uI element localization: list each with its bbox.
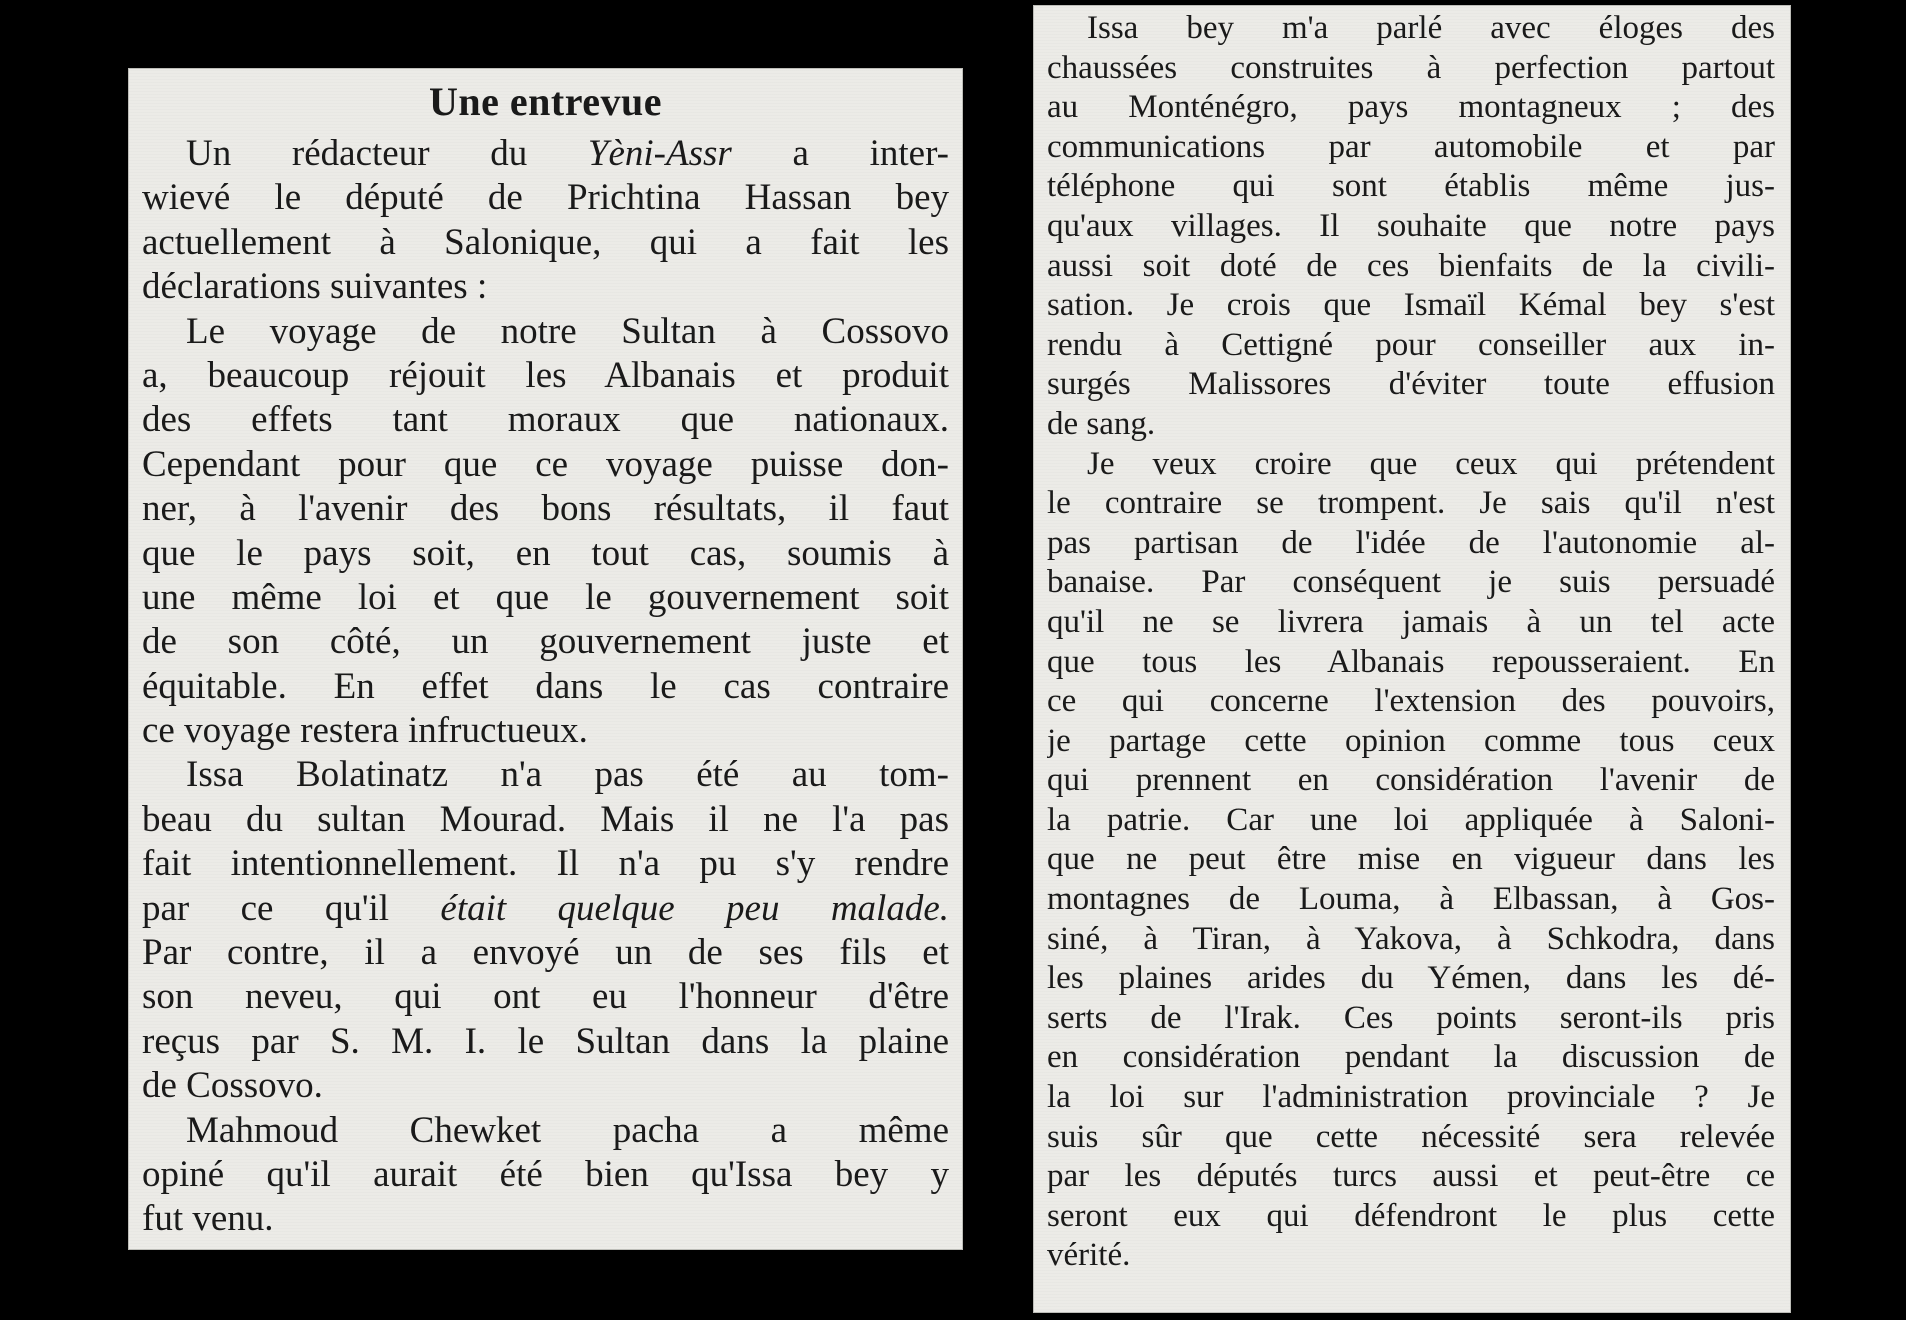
left_clipping-text-line bbox=[142, 887, 949, 931]
left_clipping-text-line: Par contre, il a envoyé un de ses fils et bbox=[142, 932, 949, 974]
right_clipping-text-line: communications par automobile et par bbox=[1047, 128, 1775, 165]
right_clipping-text-line: chaussées construites à perfection partout bbox=[1047, 49, 1775, 86]
left_clipping-text-line bbox=[142, 132, 949, 176]
right_clipping-text-line: qu'il ne se livrera jamais à un tel acte bbox=[1047, 603, 1775, 640]
left_clipping-text-line: fut venu. bbox=[142, 1198, 274, 1240]
right_clipping-text-line: au Monténégro, pays montagneux ; des bbox=[1047, 89, 1775, 126]
text-segment: a inter- bbox=[731, 133, 949, 174]
right_clipping-text-line: montagnes de Louma, à Elbassan, à Gos- bbox=[1047, 881, 1775, 918]
right_clipping-text-line: la loi sur l'administration provinciale ? Je bbox=[1047, 1079, 1775, 1116]
left_clipping-text-line: équitable. En effet dans le cas contraire bbox=[142, 665, 949, 707]
left_clipping-text-line: beau du sultan Mourad. Mais il ne l'a pas bbox=[142, 798, 949, 840]
right_clipping-text-line: pas partisan de l'idée de l'autonomie al- bbox=[1047, 524, 1775, 561]
left_clipping-text-line: Le voyage de notre Sultan à Cossovo bbox=[186, 310, 949, 352]
italic-text-segment: était quelque peu malade. bbox=[440, 887, 949, 929]
right_clipping-text-line: suis sûr que cette nécessité sera relevée bbox=[1047, 1118, 1775, 1155]
right_clipping-text-line: seront eux qui défendront le plus cette bbox=[1047, 1197, 1775, 1234]
right-article-body bbox=[1047, 9, 1775, 1276]
right_clipping-text-line: ce qui concerne l'extension des pouvoirs, bbox=[1047, 683, 1775, 720]
right_clipping-text-line: qu'aux villages. Il souhaite que notre pays bbox=[1047, 207, 1775, 244]
right_clipping-text-line: sation. Je crois que Ismaïl Kémal bey s'est bbox=[1047, 287, 1775, 324]
left_clipping-text-line: son neveu, qui ont eu l'honneur d'être bbox=[142, 976, 949, 1018]
right_clipping-text-line: siné, à Tiran, à Yakova, à Schkodra, dans bbox=[1047, 920, 1775, 957]
right_clipping-text-line: par les députés turcs aussi et peut-être ce bbox=[1047, 1158, 1775, 1195]
right_clipping-text-line: surgés Malissores d'éviter toute effusion bbox=[1047, 366, 1775, 403]
right_clipping-text-line: serts de l'Irak. Ces points seront-ils pris bbox=[1047, 999, 1775, 1036]
right_clipping-text-line: en considération pendant la discussion de bbox=[1047, 1039, 1775, 1076]
left_clipping-text-line: de son côté, un gouvernement juste et bbox=[142, 621, 949, 663]
right_clipping-text-line: Issa bey m'a parlé avec éloges des bbox=[1087, 10, 1775, 46]
left_clipping-text-line: des effets tant moraux que nationaux. bbox=[142, 399, 949, 441]
left_clipping-text-line: ner, à l'avenir des bons résultats, il faut bbox=[142, 488, 949, 530]
left_clipping-text-line: une même loi et que le gouvernement soit bbox=[142, 576, 949, 618]
left_clipping-text-line: Cependant pour que ce voyage puisse don- bbox=[142, 443, 949, 485]
right_clipping-text-line: aussi soit doté de ces bienfaits de la civili- bbox=[1047, 247, 1775, 284]
left_clipping-text-line: a, beaucoup réjouit les Albanais et produit bbox=[142, 354, 949, 396]
left_clipping-text-line: actuellement à Salonique, qui a fait les bbox=[142, 221, 949, 263]
text-segment: Un rédacteur du bbox=[186, 133, 588, 174]
left_clipping-text-line: fait intentionnellement. Il n'a pu s'y rendre bbox=[142, 843, 949, 885]
left_clipping-text-line: de Cossovo. bbox=[142, 1065, 323, 1107]
left_clipping-text-line: opiné qu'il aurait été bien qu'Issa bey y bbox=[142, 1153, 949, 1195]
right_clipping-text-line: les plaines arides du Yémen, dans les dé- bbox=[1047, 960, 1775, 997]
right-newspaper-clipping bbox=[1033, 5, 1791, 1313]
left_clipping-text-line: déclarations suivantes : bbox=[142, 266, 488, 308]
left_clipping-text-line: ce voyage restera infructueux. bbox=[142, 710, 588, 752]
right_clipping-text-line: que ne peut être mise en vigueur dans les bbox=[1047, 841, 1775, 878]
right_clipping-text-line: banaise. Par conséquent je suis persuadé bbox=[1047, 564, 1775, 601]
left-article-body bbox=[142, 132, 949, 1242]
right_clipping-text-line: Je veux croire que ceux qui prétendent bbox=[1087, 445, 1775, 482]
left_clipping-text-line: Issa Bolatinatz n'a pas été au tom- bbox=[186, 754, 949, 796]
left-newspaper-clipping bbox=[128, 68, 963, 1250]
left_clipping-text-line: reçus par S. M. I. le Sultan dans la plaine bbox=[142, 1020, 949, 1062]
right_clipping-text-line: le contraire se trompent. Je sais qu'il n'est bbox=[1047, 485, 1775, 522]
article-headline: Une entrevue bbox=[429, 79, 662, 124]
right_clipping-text-line: je partage cette opinion comme tous ceux bbox=[1047, 722, 1775, 759]
right_clipping-text-line: téléphone qui sont établis même jus- bbox=[1047, 168, 1775, 205]
right_clipping-text-line: qui prennent en considération l'avenir de bbox=[1047, 762, 1775, 799]
left_clipping-text-line: wievé le député de Prichtina Hassan bey bbox=[142, 177, 949, 219]
text-segment: par ce qu'il bbox=[142, 887, 441, 929]
right_clipping-text-line: vérité. bbox=[1047, 1237, 1131, 1274]
right_clipping-text-line: que tous les Albanais repousseraient. En bbox=[1047, 643, 1775, 680]
left_clipping-text-line: Mahmoud Chewket pacha a même bbox=[186, 1109, 949, 1151]
right_clipping-text-line: rendu à Cettigné pour conseiller aux in- bbox=[1047, 326, 1775, 363]
right_clipping-text-line: la patrie. Car une loi appliquée à Saloni- bbox=[1047, 801, 1775, 838]
italic-text-segment: Yèni-Assr bbox=[587, 133, 732, 174]
right_clipping-text-line: de sang. bbox=[1047, 405, 1156, 442]
left_clipping-text-line: que le pays soit, en tout cas, soumis à bbox=[142, 532, 949, 574]
